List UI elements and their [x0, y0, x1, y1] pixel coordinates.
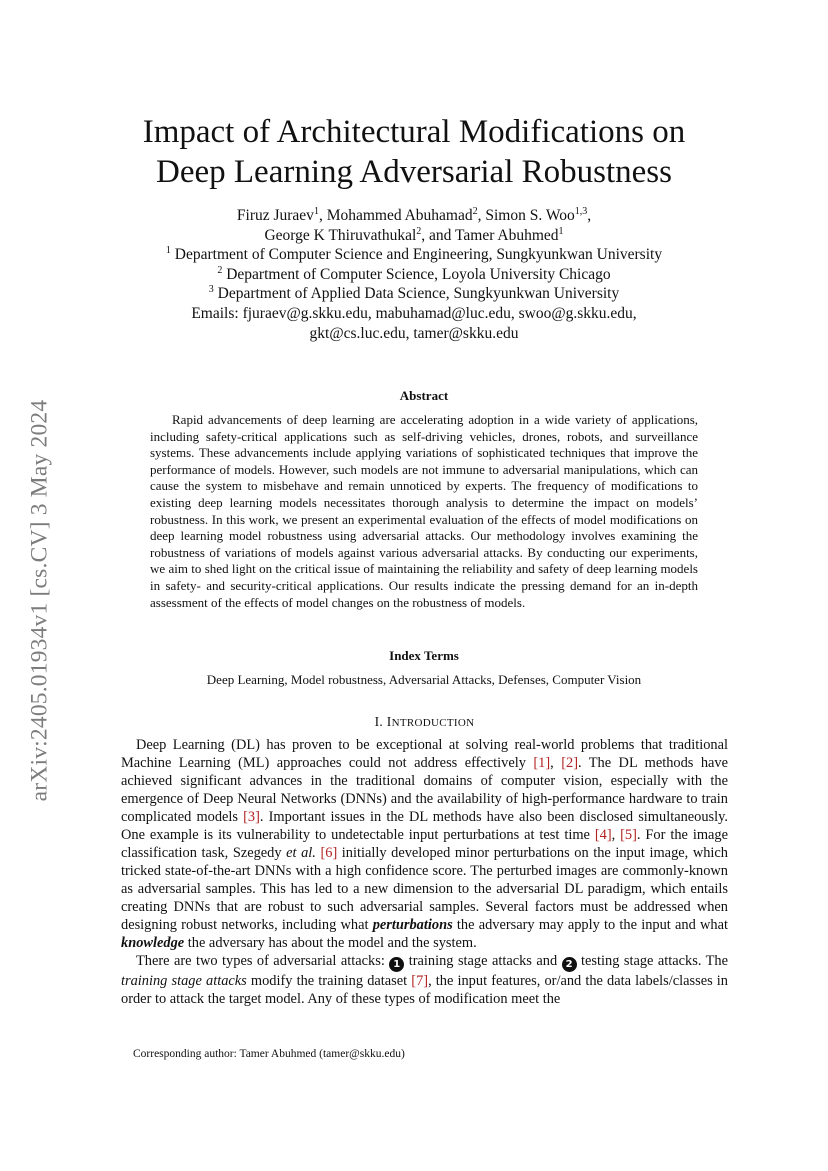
emphasis-training-stage-attacks: training stage attacks: [121, 973, 247, 989]
citation-link[interactable]: [3]: [243, 809, 260, 825]
emails-line-1: Emails: fjuraev@g.skku.edu, mabuhamad@luc.edu, swoo@g.skku.edu,: [191, 304, 637, 322]
author-name: Simon S. Woo: [485, 207, 575, 224]
text-run: Deep Learning (DL) has proven to be exceptional at solving real-world problems that traditional Machine Learning (ML) approaches could not address effectively: [121, 737, 728, 771]
citation-link[interactable]: [5]: [620, 827, 637, 843]
emphasis-perturbations: perturbations: [372, 917, 453, 933]
affiliation-text: Department of Computer Science, Loyola University Chicago: [222, 265, 611, 283]
text-run: ,: [550, 755, 562, 771]
emphasis-knowledge: knowledge: [121, 935, 185, 951]
abstract-heading: Abstract: [399, 388, 449, 403]
affiliation-text: Department of Computer Science and Engineering, Sungkyunkwan University: [170, 246, 663, 264]
et-al-italic: et al.: [286, 845, 316, 861]
author-name: Firuz Juraev: [236, 207, 314, 224]
affiliation-marker: 1: [558, 225, 564, 237]
text-run: . Important issues in the DL methods have also been disclosed simultaneously. One example is its vulnerability to undetectable input perturbations at test time: [121, 809, 729, 843]
paper-title: [90, 112, 738, 192]
affiliation-marker: 2: [416, 225, 422, 237]
title-line-2: Deep Learning Adversarial Robustness: [156, 154, 672, 190]
arxiv-identifier: [10, 350, 70, 850]
number-one-circle-icon: 1: [389, 957, 404, 972]
affiliation-marker: 1: [313, 205, 319, 217]
arxiv-identifier-text: arXiv:2405.01934v1 [cs.CV] 3 May 2024: [26, 399, 53, 801]
citation-link[interactable]: [7]: [411, 973, 429, 989]
introduction-body: [121, 736, 728, 1008]
index-terms-text: Deep Learning, Model robustness, Adversarial Attacks, Defenses, Computer Vision: [206, 672, 642, 687]
author-separator: , and: [421, 226, 456, 244]
affiliation-1: [90, 245, 738, 265]
author-block: [90, 206, 738, 343]
title-line-1: Impact of Architectural Modifications on: [142, 114, 686, 150]
section-number: I.: [374, 714, 387, 729]
citation-link[interactable]: [1]: [533, 755, 551, 771]
author-name: George K Thiruvathukal: [264, 226, 417, 244]
author-separator: ,: [587, 207, 592, 224]
affiliation-text: Department of Applied Data Science, Sungkyunkwan University: [213, 285, 620, 303]
citation-link[interactable]: [6]: [320, 845, 338, 861]
text-run: testing stage attacks. The: [576, 953, 728, 969]
affiliation-marker: 2: [472, 205, 478, 217]
abstract-text: Rapid advancements of deep learning are accelerating adoption in a wide variety of applications, including safety-critical applications such as self-driving vehicles, drones, robots, and surveillance systems. These advancements include applying variations of sophisticated techniques that improve the performance of models. However, such models are not immune to adversarial manipulations, which can cause the system to misbehave and remain unnoticed by experts. The frequency of modifications to existing deep learning models necessitates thorough analysis to determine the impact on models’ robustness. In this work, we present an experimental evaluation of the effects of model modifications on deep learning model robustness using adversarial attacks. Our methodology involves examining the robustness of variations of models against various adversarial attacks. By conducting our experiments, we aim to shed light on the critical issue of maintaining the reliability and safety of deep learning models in safety- and security-critical applications. Our results indicate the pressing demand for an in-depth assessment of the effects of model changes on the robustness of models.: [150, 412, 698, 610]
affiliation-number: 3: [208, 284, 214, 296]
text-run: training stage attacks and: [404, 953, 562, 969]
author-name: Mohammed Abuhamad: [326, 207, 473, 224]
section-title-initial: I: [386, 714, 392, 729]
text-run: . The DL methods have achieved significant advances in the traditional domains of computer vision, especially with the emergence of Deep Neural Networks (DNNs) and the availability of high-performance hardware to train complicated models: [121, 755, 728, 825]
corresponding-author-footnote: Corresponding author: Tamer Abuhmed (tamer@skku.edu): [133, 1048, 405, 1060]
citation-link[interactable]: [4]: [594, 827, 612, 843]
text-run: modify the training dataset: [246, 973, 412, 989]
text-run: the adversary may apply to the input and what: [452, 917, 728, 933]
text-run: There are two types of adversarial attacks:: [136, 953, 390, 969]
author-line-2: [90, 226, 738, 246]
author-name: Tamer Abuhmed: [455, 226, 559, 244]
section-heading-introduction: [121, 714, 728, 730]
affiliation-3: [90, 284, 738, 304]
author-line-1: [90, 206, 738, 226]
affiliation-number: 1: [165, 245, 171, 257]
text-run: initially developed minor perturbations on the input image, which tricked state-of-the-art DNNs with a high confidence score. The perturbed images are commonly-known as adversarial samples. This has led to a new dimension to the adversarial DL paradigm, which entails creating DNNs that are robust to such adversarial samples. Several factors must be addressed when designing robust networks, including what: [121, 845, 728, 933]
intro-paragraph-2: [121, 952, 728, 1008]
text-run: the adversary has about the model and the system.: [184, 935, 477, 951]
author-separator: ,: [318, 207, 327, 224]
text-run: , the input features, or/and the data labels/classes in order to attack the target model. Any of these types of modification meet the: [121, 973, 728, 1007]
author-separator: ,: [477, 207, 486, 224]
index-terms-heading: Index Terms: [389, 648, 459, 663]
text-run: ,: [611, 827, 621, 843]
intro-paragraph-1: [121, 736, 728, 952]
section-title-rest: NTRODUCTION: [391, 717, 475, 729]
text-run: . For the image classification task, Szegedy: [121, 827, 728, 861]
affiliation-marker: 1,3: [574, 205, 588, 217]
number-two-circle-icon: 2: [562, 957, 577, 972]
citation-link[interactable]: [2]: [561, 755, 578, 771]
affiliation-2: [90, 265, 738, 285]
emails-line-2: gkt@cs.luc.edu, tamer@skku.edu: [309, 324, 519, 342]
affiliation-number: 2: [217, 264, 223, 276]
